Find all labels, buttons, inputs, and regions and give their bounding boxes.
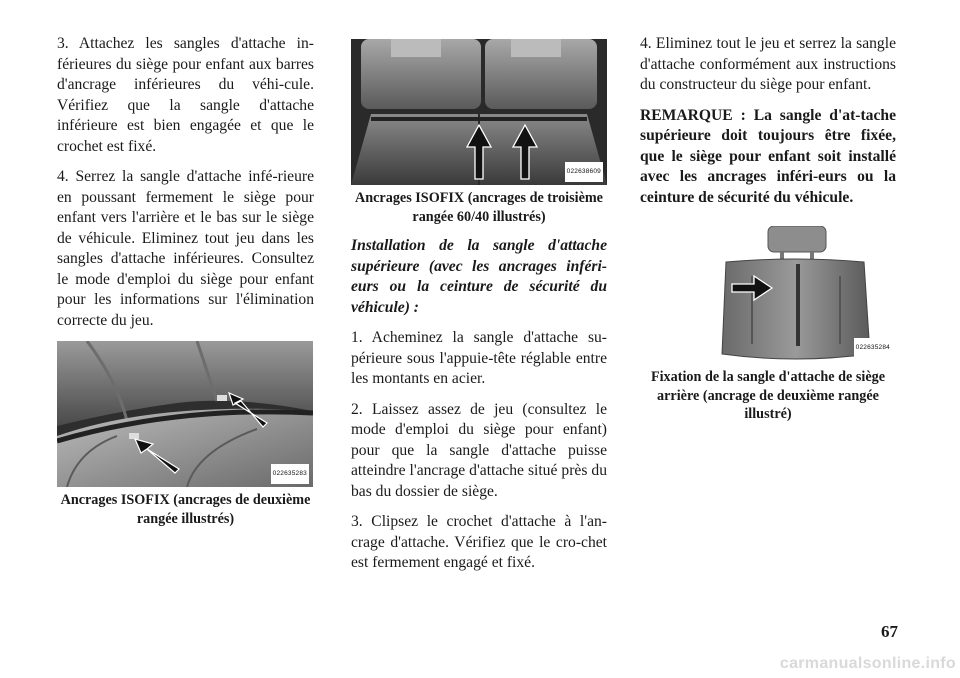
page-number: 67 [881,622,898,641]
step-1-paragraph: 1. Acheminez la sangle d'attache su-périeure sous l'appuie-tête réglable entre les montants en acier. [351,329,607,387]
step-2-paragraph: 2. Laissez assez de jeu (consultez le mode d'emploi du siège pour enfant) pour que la sangle d'attache puisse atteindre l'ancrage d'attache situé près du bas du dossier de siège. [351,400,607,500]
column-middle [351,34,607,584]
figure-code: 022635283 [271,464,309,485]
step-4-paragraph: 4. Serrez la sangle d'attache infé-rieure en poussant fermement le siège pour enfant vers l'arrière et le bas sur le siège de véhicule. Eliminez tout jeu dans les sangles d'attache inférieures. Consultez le mode d'emploi du siège pour enfant pour les informations sur l'élimination correcte du jeu. [57,168,314,329]
watermark: carmanualsonline.info [779,655,956,672]
second-row-isofix-figure [57,341,313,487]
step-3-paragraph: 3. Attachez les sangles d'attache in-férieures du siège pour enfant aux barres d'ancrage inférieures du véhi-cule. Vérifiez que la sangle d'attache inférieure est bien engagée et que le crochet est fixé. [57,35,314,155]
third-row-isofix-figure [351,39,607,185]
column-right [640,34,896,434]
step-4-paragraph: 4. Eliminez tout le jeu et serrez la sangle d'attache conformément aux instructions du constructeur du siège pour enfant. [640,35,896,93]
remark-note: REMARQUE : La sangle d'at-tache supérieure doit toujours être fixée, que le siège pour enfant soit installé avec les ancrages inféri-eurs ou la ceinture de sécurité du véhicule. [640,106,896,206]
figure-caption: Ancrages ISOFIX (ancrages de troisième rangée 60/40 illustrés) [355,190,603,225]
figure-code: 022635284 [854,338,892,359]
column-left [57,34,314,538]
figure-code: 022638609 [565,162,603,183]
step-3-paragraph: 3. Clipsez le crochet d'attache à l'an-crage d'attache. Vérifiez que le cro-chet est fermement engagé et fixé. [351,513,607,571]
figure-caption: Fixation de la sangle d'attache de siège arrière (ancrage de deuxième rangée illustré) [650,369,886,422]
tether-figure [712,226,892,364]
section-heading: Installation de la sangle d'attache supérieure (avec les ancrages inféri-eurs ou la ceinture de sécurité du véhicule) : [351,237,607,316]
figure-caption: Ancrages ISOFIX (ancrages de deuxième rangée illustrés) [60,492,311,527]
